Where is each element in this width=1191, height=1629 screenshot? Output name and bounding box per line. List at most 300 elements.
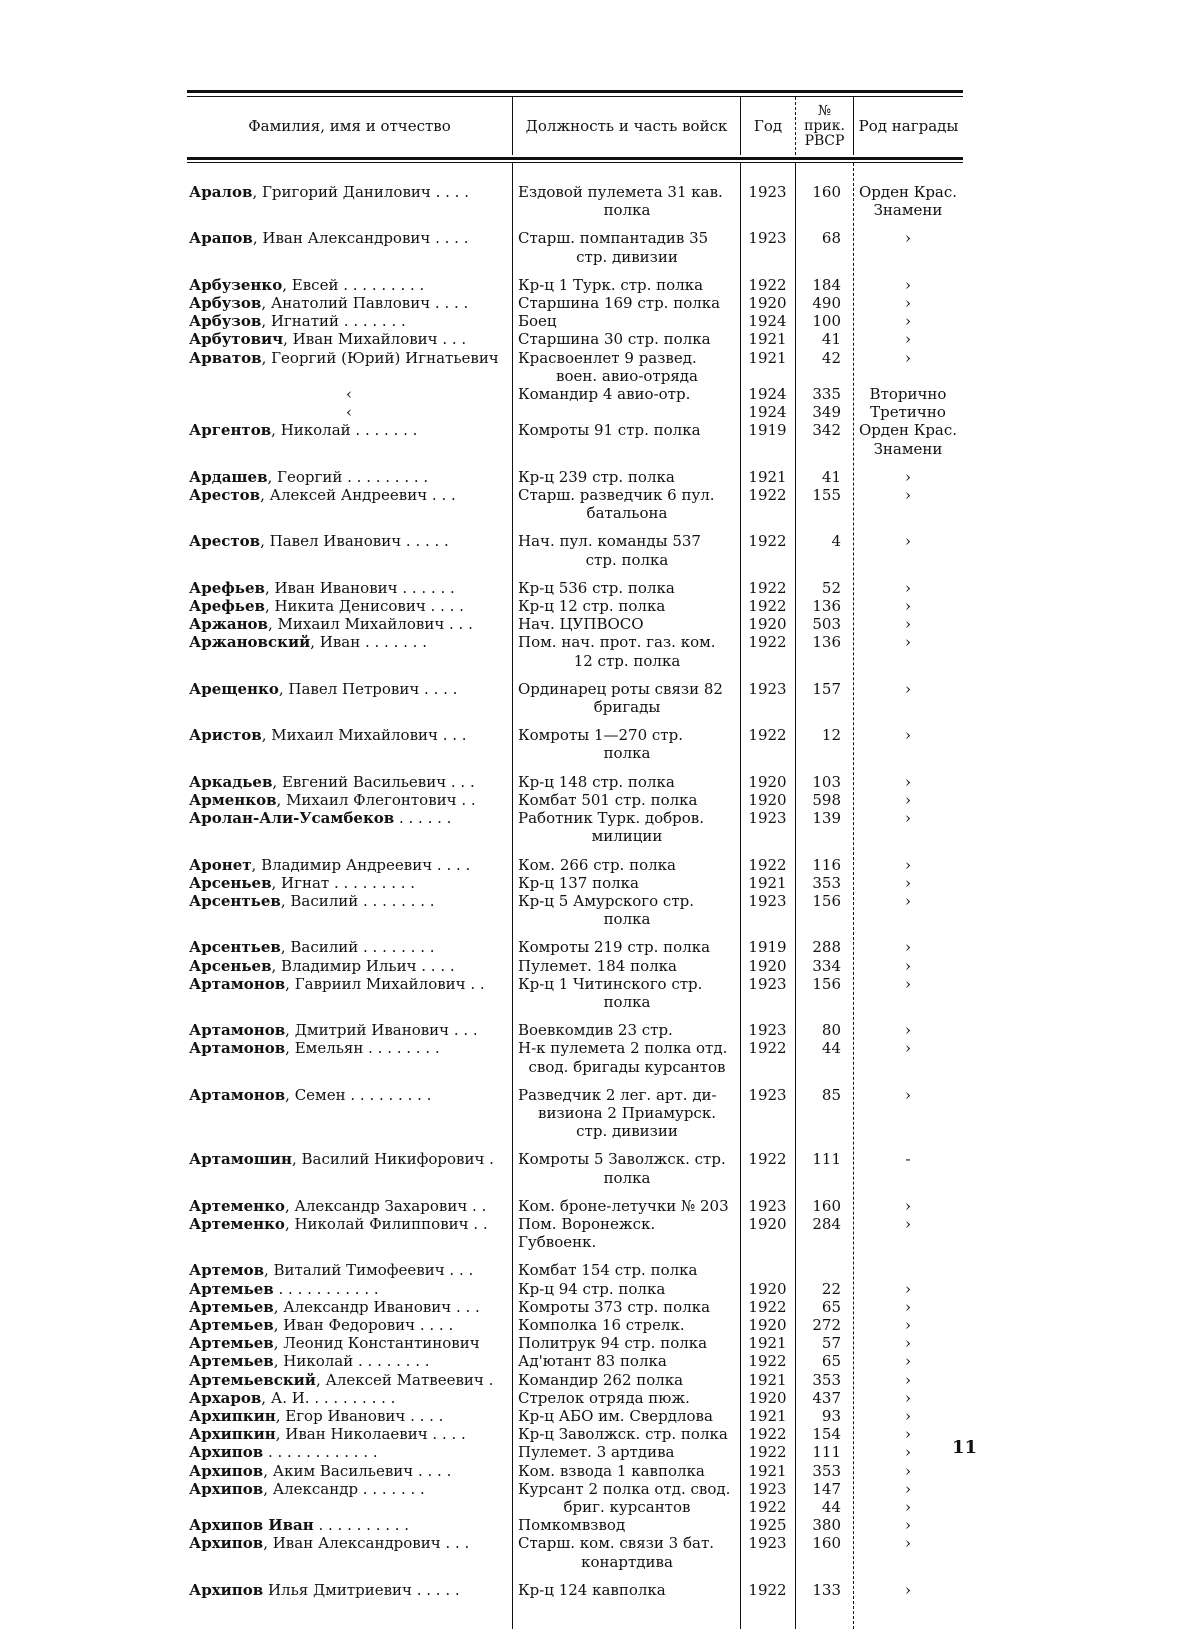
entry-name <box>187 421 512 457</box>
entry-year-value: 1922 <box>748 597 787 616</box>
entry-surname: Аржановский <box>189 633 311 652</box>
entry-order-value: 136 <box>812 633 841 652</box>
entry-given-names: , Леонид Константинович <box>273 1334 480 1353</box>
entry-order <box>795 1371 853 1389</box>
entry-position-line: Кр-ц 239 стр. полка <box>518 467 675 486</box>
entry-year-value: 1921 <box>748 1406 787 1425</box>
table-row <box>187 809 963 845</box>
entry-year <box>740 229 795 265</box>
entry-name <box>187 1316 512 1334</box>
entry-position <box>512 1215 740 1251</box>
table-row <box>187 349 963 385</box>
entry-name <box>187 957 512 975</box>
entry-award <box>853 856 963 874</box>
entry-name <box>187 1462 512 1480</box>
entry-position-line: полка <box>603 1168 651 1187</box>
entry-award-value: › <box>905 873 911 892</box>
entry-position-line: воен. авио-отряда <box>556 366 698 385</box>
entry-award-value: › <box>905 1196 911 1215</box>
entry-position-line: Кр-ц Заволжск. стр. полка <box>518 1425 728 1444</box>
entry-name <box>187 312 512 330</box>
header-name: Фамилия, имя и отчество <box>248 116 451 135</box>
entry-award-value: › <box>905 1085 911 1104</box>
entry-position-line: батальона <box>586 504 668 523</box>
entry-order <box>795 726 853 762</box>
entry-year <box>740 1480 795 1516</box>
entry-award <box>853 874 963 892</box>
entry-surname: Артеменко <box>189 1214 285 1233</box>
entry-award-value: › <box>905 275 911 294</box>
entry-position-line: Помкомвзвод <box>518 1516 626 1535</box>
entry-position <box>512 579 740 597</box>
entry-award <box>853 1352 963 1370</box>
entry-position-line: конартдива <box>581 1552 673 1571</box>
entry-surname: Арсеньев <box>189 956 272 975</box>
entry-surname: Артемьевский <box>189 1370 316 1389</box>
entry-given-names: ‹ <box>346 385 352 404</box>
entry-award <box>853 1086 963 1141</box>
entry-award-value: › <box>905 1352 911 1371</box>
entry-order-value: 156 <box>812 891 841 910</box>
entry-year <box>740 726 795 762</box>
entry-surname: Арсентьев <box>189 938 281 957</box>
entry-year-value: 1923 <box>748 1196 787 1215</box>
entry-year <box>740 486 795 522</box>
entry-order <box>795 1334 853 1352</box>
entry-position-line: стр. дивизии <box>576 1122 678 1141</box>
table-row <box>187 1021 963 1039</box>
entry-year-value: 1922 <box>748 486 787 505</box>
entry-surname: Арбузенко <box>189 275 283 294</box>
entry-name <box>187 892 512 928</box>
entry-award-value: › <box>905 1388 911 1407</box>
entry-name <box>187 1215 512 1251</box>
entry-name <box>187 874 512 892</box>
entry-given-names: , Дмитрий Иванович . . . <box>285 1021 478 1040</box>
entry-year-value: 1923 <box>748 974 787 993</box>
entry-order <box>795 183 853 219</box>
entry-award-value: › <box>905 1516 911 1535</box>
entry-order <box>795 1534 853 1570</box>
entry-given-names: , Семен . . . . . . . . . <box>285 1085 432 1104</box>
entry-year <box>740 1316 795 1334</box>
entry-given-names: , Игнатий . . . . . . . <box>261 312 406 331</box>
entry-award-value: › <box>905 1461 911 1480</box>
entry-award-value: › <box>905 1214 911 1233</box>
entry-name <box>187 1150 512 1186</box>
entry-name <box>187 403 512 421</box>
entry-position-line: Нач. пул. команды 537 <box>518 532 701 551</box>
entry-given-names: , Евсей . . . . . . . . . <box>282 275 425 294</box>
entry-surname: Арестов <box>189 486 261 505</box>
table-row <box>187 791 963 809</box>
row-gap <box>187 716 963 726</box>
entry-year <box>740 312 795 330</box>
entry-position <box>512 1086 740 1141</box>
entry-order <box>795 1316 853 1334</box>
entry-position <box>512 349 740 385</box>
table-row <box>187 294 963 312</box>
entry-year <box>740 680 795 716</box>
entry-order-value: 100 <box>812 312 841 331</box>
entry-order <box>795 615 853 633</box>
table-row <box>187 468 963 486</box>
entry-order-value: 349 <box>812 403 841 422</box>
table-row <box>187 1298 963 1316</box>
entry-surname: Архипкин <box>189 1406 276 1425</box>
entry-year <box>740 330 795 348</box>
table-row <box>187 1371 963 1389</box>
table-row <box>187 1316 963 1334</box>
entry-position <box>512 1407 740 1425</box>
entry-name <box>187 726 512 762</box>
entry-year-value: 1923 <box>748 809 787 828</box>
table-row <box>187 403 963 421</box>
row-gap <box>187 928 963 938</box>
entry-position <box>512 385 740 403</box>
entry-order-value: 353 <box>812 873 841 892</box>
entry-award-value: › <box>905 1443 911 1462</box>
top-rule <box>187 90 963 93</box>
table-row <box>187 183 963 219</box>
entry-award-value: › <box>905 1370 911 1389</box>
table-row <box>187 1150 963 1186</box>
entry-surname: Артемов <box>189 1261 264 1280</box>
entry-year <box>740 1021 795 1039</box>
entry-award <box>853 938 963 956</box>
entry-position <box>512 874 740 892</box>
entry-order-value: 133 <box>812 1580 841 1599</box>
entry-order <box>795 1407 853 1425</box>
header-year: Год <box>740 97 795 155</box>
entry-award-value: › <box>905 855 911 874</box>
entry-order <box>795 597 853 615</box>
row-gap <box>187 522 963 532</box>
entry-award-value: › <box>905 1580 911 1599</box>
table-row <box>187 874 963 892</box>
entry-position-line: Старш. разведчик 6 пул. <box>518 486 715 505</box>
entry-position-line: стр. полка <box>585 550 669 569</box>
entry-year <box>740 1407 795 1425</box>
entry-award <box>853 1534 963 1570</box>
entry-position <box>512 1039 740 1075</box>
entry-position <box>512 1534 740 1570</box>
table-row <box>187 1334 963 1352</box>
entry-position-line: Комбат 154 стр. полка <box>518 1261 698 1280</box>
entry-award <box>853 1443 963 1461</box>
entry-award <box>853 1261 963 1279</box>
entry-position-line: Кр-ц 94 стр. полка <box>518 1279 666 1298</box>
entry-order-value: 598 <box>812 790 841 809</box>
entry-order <box>795 633 853 669</box>
entry-year <box>740 1197 795 1215</box>
entry-order-value: 155 <box>812 486 841 505</box>
entry-year <box>740 183 795 219</box>
entry-surname: Арапов <box>189 229 253 248</box>
entry-order <box>795 1352 853 1370</box>
entry-year <box>740 1352 795 1370</box>
entry-order <box>795 975 853 1011</box>
entry-given-names: , Иван . . . . . . . <box>310 633 427 652</box>
entry-position-line: Работник Турк. добров. <box>518 809 705 828</box>
entry-position-line: Кр-ц 1 Читинского стр. <box>518 974 703 993</box>
entry-award <box>853 597 963 615</box>
entry-given-names: , Георгий . . . . . . . . . <box>267 467 429 486</box>
entry-name <box>187 1298 512 1316</box>
table-row <box>187 312 963 330</box>
entry-position <box>512 1425 740 1443</box>
table-row <box>187 330 963 348</box>
entry-surname: Архипов <box>189 1534 264 1553</box>
entry-given-names: , Иван Николаевич . . . . <box>275 1425 466 1444</box>
table-body <box>187 163 963 1599</box>
entry-position <box>512 633 740 669</box>
entry-order <box>795 468 853 486</box>
entry-year-value: 1923 <box>748 183 787 201</box>
entry-name <box>187 1021 512 1039</box>
entry-surname: Арсентьев <box>189 891 281 910</box>
entry-name <box>187 1534 512 1570</box>
entry-order-value: 160 <box>812 1534 841 1553</box>
entry-surname: Артемьев <box>189 1297 274 1316</box>
entry-award <box>853 1462 963 1480</box>
entry-given-names: , Иван Федорович . . . . <box>273 1315 454 1334</box>
entry-award <box>853 791 963 809</box>
entry-position <box>512 1280 740 1298</box>
entry-name <box>187 773 512 791</box>
entry-position <box>512 1334 740 1352</box>
entry-award-value: › <box>905 467 911 486</box>
entry-order <box>795 1086 853 1141</box>
entry-surname: Артеменко <box>189 1196 285 1215</box>
entry-position-line: Кр-ц 5 Амурского стр. <box>518 891 694 910</box>
entry-year <box>740 1389 795 1407</box>
entry-year-value: 1924 <box>748 385 787 404</box>
row-gap <box>187 1251 963 1261</box>
entry-award-value: › <box>905 790 911 809</box>
entry-position-line: бригады <box>593 698 661 717</box>
entry-position <box>512 791 740 809</box>
entry-given-names: , Иван Иванович . . . . . . <box>264 578 455 597</box>
entry-order-value: 116 <box>812 855 841 874</box>
entry-name <box>187 1039 512 1075</box>
entry-year-value: 1925 <box>748 1516 787 1535</box>
entry-given-names: , Георгий (Юрий) Игнатьевич <box>261 348 499 367</box>
entry-award-value: › <box>905 938 911 957</box>
entry-position-line: Командир 262 полка <box>518 1370 684 1389</box>
table-row <box>187 579 963 597</box>
entry-award <box>853 892 963 928</box>
entry-year-value: 1922 <box>748 1297 787 1316</box>
entry-surname: Архипов <box>189 1443 264 1462</box>
page-number: 11 <box>952 1437 978 1458</box>
entry-surname: Архипкин <box>189 1425 276 1444</box>
entry-year <box>740 276 795 294</box>
entry-position <box>512 680 740 716</box>
entry-award <box>853 1298 963 1316</box>
entry-position <box>512 1516 740 1534</box>
entry-given-names: , Николай Филиппович . . <box>284 1214 488 1233</box>
entry-given-names: , Игнат . . . . . . . . . <box>271 873 416 892</box>
entry-position-line: Пом. Воронежск. Губвоенк. <box>518 1214 656 1252</box>
entry-award <box>853 403 963 421</box>
entry-award-value: Орден Крас. <box>858 421 958 440</box>
entry-surname: Архипов <box>189 1580 264 1599</box>
entry-order-value: 41 <box>821 330 841 349</box>
entry-position-line: милиции <box>591 827 663 846</box>
entry-position <box>512 183 740 219</box>
entry-order-value: 136 <box>812 597 841 616</box>
entry-name <box>187 229 512 265</box>
col-divider <box>512 163 513 1629</box>
entry-position-line: Ад'ютант 83 полка <box>518 1352 667 1371</box>
entry-year <box>740 1534 795 1570</box>
entry-year-value: 1923 <box>748 679 787 698</box>
entry-given-names: , Алексей Матвеевич . <box>315 1370 494 1389</box>
entry-given-names: , Михаил Михайлович . . . <box>267 615 473 634</box>
entry-year-value: 1920 <box>748 1388 787 1407</box>
entry-position-line: Боец <box>518 312 557 331</box>
entry-award-value: › <box>905 1534 911 1553</box>
entry-order <box>795 486 853 522</box>
entry-position-line: Кр-ц 1 Турк. стр. полка <box>518 275 704 294</box>
entry-award <box>853 1389 963 1407</box>
entry-order-value: 93 <box>821 1406 841 1425</box>
entry-order <box>795 1516 853 1534</box>
col-divider <box>740 163 741 1629</box>
entry-surname: Аргентов <box>189 421 272 440</box>
entry-year <box>740 1581 795 1599</box>
entry-position <box>512 975 740 1011</box>
entry-given-names: , А. И. . . . . . . . . . <box>261 1388 396 1407</box>
entry-position-line: Ездовой пулемета 31 кав. <box>518 183 723 201</box>
entry-award-value: › <box>905 1039 911 1058</box>
entry-position-line: полка <box>603 744 651 763</box>
entry-year <box>740 385 795 403</box>
entry-year <box>740 1443 795 1461</box>
entry-year <box>740 1280 795 1298</box>
entry-position-line: Комбат 501 стр. полка <box>518 790 698 809</box>
entry-given-names: . . . . . . <box>394 809 452 828</box>
entry-year <box>740 294 795 312</box>
table-row <box>187 532 963 568</box>
entry-position-line: Кр-ц 148 стр. полка <box>518 772 675 791</box>
entry-position <box>512 957 740 975</box>
entry-given-names: , Иван Александрович . . . . <box>252 229 469 248</box>
entry-name <box>187 532 512 568</box>
entry-position <box>512 1389 740 1407</box>
entry-position-line: Кр-ц 12 стр. полка <box>518 597 666 616</box>
table-row <box>187 892 963 928</box>
entry-order <box>795 773 853 791</box>
table-row <box>187 726 963 762</box>
entry-award <box>853 615 963 633</box>
entry-order-value: 12 <box>821 726 841 745</box>
entry-name <box>187 791 512 809</box>
entry-position-line: Н-к пулемета 2 полка отд. <box>518 1039 728 1058</box>
entry-name <box>187 975 512 1011</box>
entry-position-line: Политрук 94 стр. полка <box>518 1334 708 1353</box>
entry-year-value: 1922 <box>748 1039 787 1058</box>
entry-year-value: 1921 <box>748 330 787 349</box>
entry-year <box>740 1462 795 1480</box>
entry-position <box>512 1371 740 1389</box>
entry-given-names: , Николай . . . . . . . . <box>273 1352 430 1371</box>
entry-position <box>512 1316 740 1334</box>
entry-award <box>853 486 963 522</box>
entry-year <box>740 1371 795 1389</box>
entry-order-value: 44 <box>821 1039 841 1058</box>
entry-order <box>795 294 853 312</box>
entry-award <box>853 680 963 716</box>
entry-year <box>740 421 795 457</box>
entry-order <box>795 1480 853 1516</box>
entry-year-value: 1922 <box>748 1425 787 1444</box>
entry-order <box>795 791 853 809</box>
entry-position-line: Комполка 16 стрелк. <box>518 1315 685 1334</box>
header-order: № прик. РВСР <box>795 97 853 155</box>
entry-surname: Арестов <box>189 532 261 551</box>
entry-position-line: Пом. нач. прот. газ. ком. <box>518 633 716 652</box>
table-row <box>187 1534 963 1570</box>
entry-position-line: Пулемет. 184 полка <box>518 956 677 975</box>
entry-order <box>795 403 853 421</box>
entry-order <box>795 1443 853 1461</box>
entry-position-line: визиона 2 Приамурск. <box>538 1103 716 1122</box>
entry-order <box>795 229 853 265</box>
entry-surname: Артемьев <box>189 1352 274 1371</box>
entry-order-value: 503 <box>812 615 841 634</box>
entry-surname: Ардашев <box>189 467 268 486</box>
entry-award-value: › <box>905 1498 911 1516</box>
entry-award <box>853 1581 963 1599</box>
table-row <box>187 1480 963 1516</box>
entry-given-names: , Емельян . . . . . . . . <box>285 1039 440 1058</box>
entry-surname: Артемьев <box>189 1279 274 1298</box>
entry-position <box>512 892 740 928</box>
entry-given-names: , Гавриил Михайлович . . <box>285 974 485 993</box>
entry-name <box>187 1443 512 1461</box>
entry-position-line: Воевкомдив 23 стр. <box>518 1021 673 1040</box>
table-row <box>187 276 963 294</box>
entry-award-value: › <box>905 956 911 975</box>
entry-order <box>795 1150 853 1186</box>
entry-award <box>853 1316 963 1334</box>
entry-year-value: 1922 <box>748 275 787 294</box>
entry-order <box>795 1462 853 1480</box>
table-row <box>187 486 963 522</box>
entry-year-value: 1920 <box>748 772 787 791</box>
entry-position <box>512 403 740 421</box>
entry-year-value: 1923 <box>748 891 787 910</box>
entry-year-value: 1921 <box>748 1334 787 1353</box>
entry-year-value: 1921 <box>748 1370 787 1389</box>
entry-position <box>512 773 740 791</box>
entry-order <box>795 1039 853 1075</box>
entry-order <box>795 856 853 874</box>
entry-year-value: 1920 <box>748 294 787 313</box>
entry-order-value: 353 <box>812 1370 841 1389</box>
entry-position-line: полка <box>603 201 651 220</box>
entry-position-line: бриг. курсантов <box>563 1498 691 1516</box>
entry-order-value: 437 <box>812 1388 841 1407</box>
entry-award-value: › <box>905 1479 911 1498</box>
entry-given-names: , Виталий Тимофеевич . . . <box>264 1261 474 1280</box>
row-gap <box>187 670 963 680</box>
entry-surname: Артемьев <box>189 1315 274 1334</box>
row-gap <box>187 266 963 276</box>
entry-position <box>512 294 740 312</box>
